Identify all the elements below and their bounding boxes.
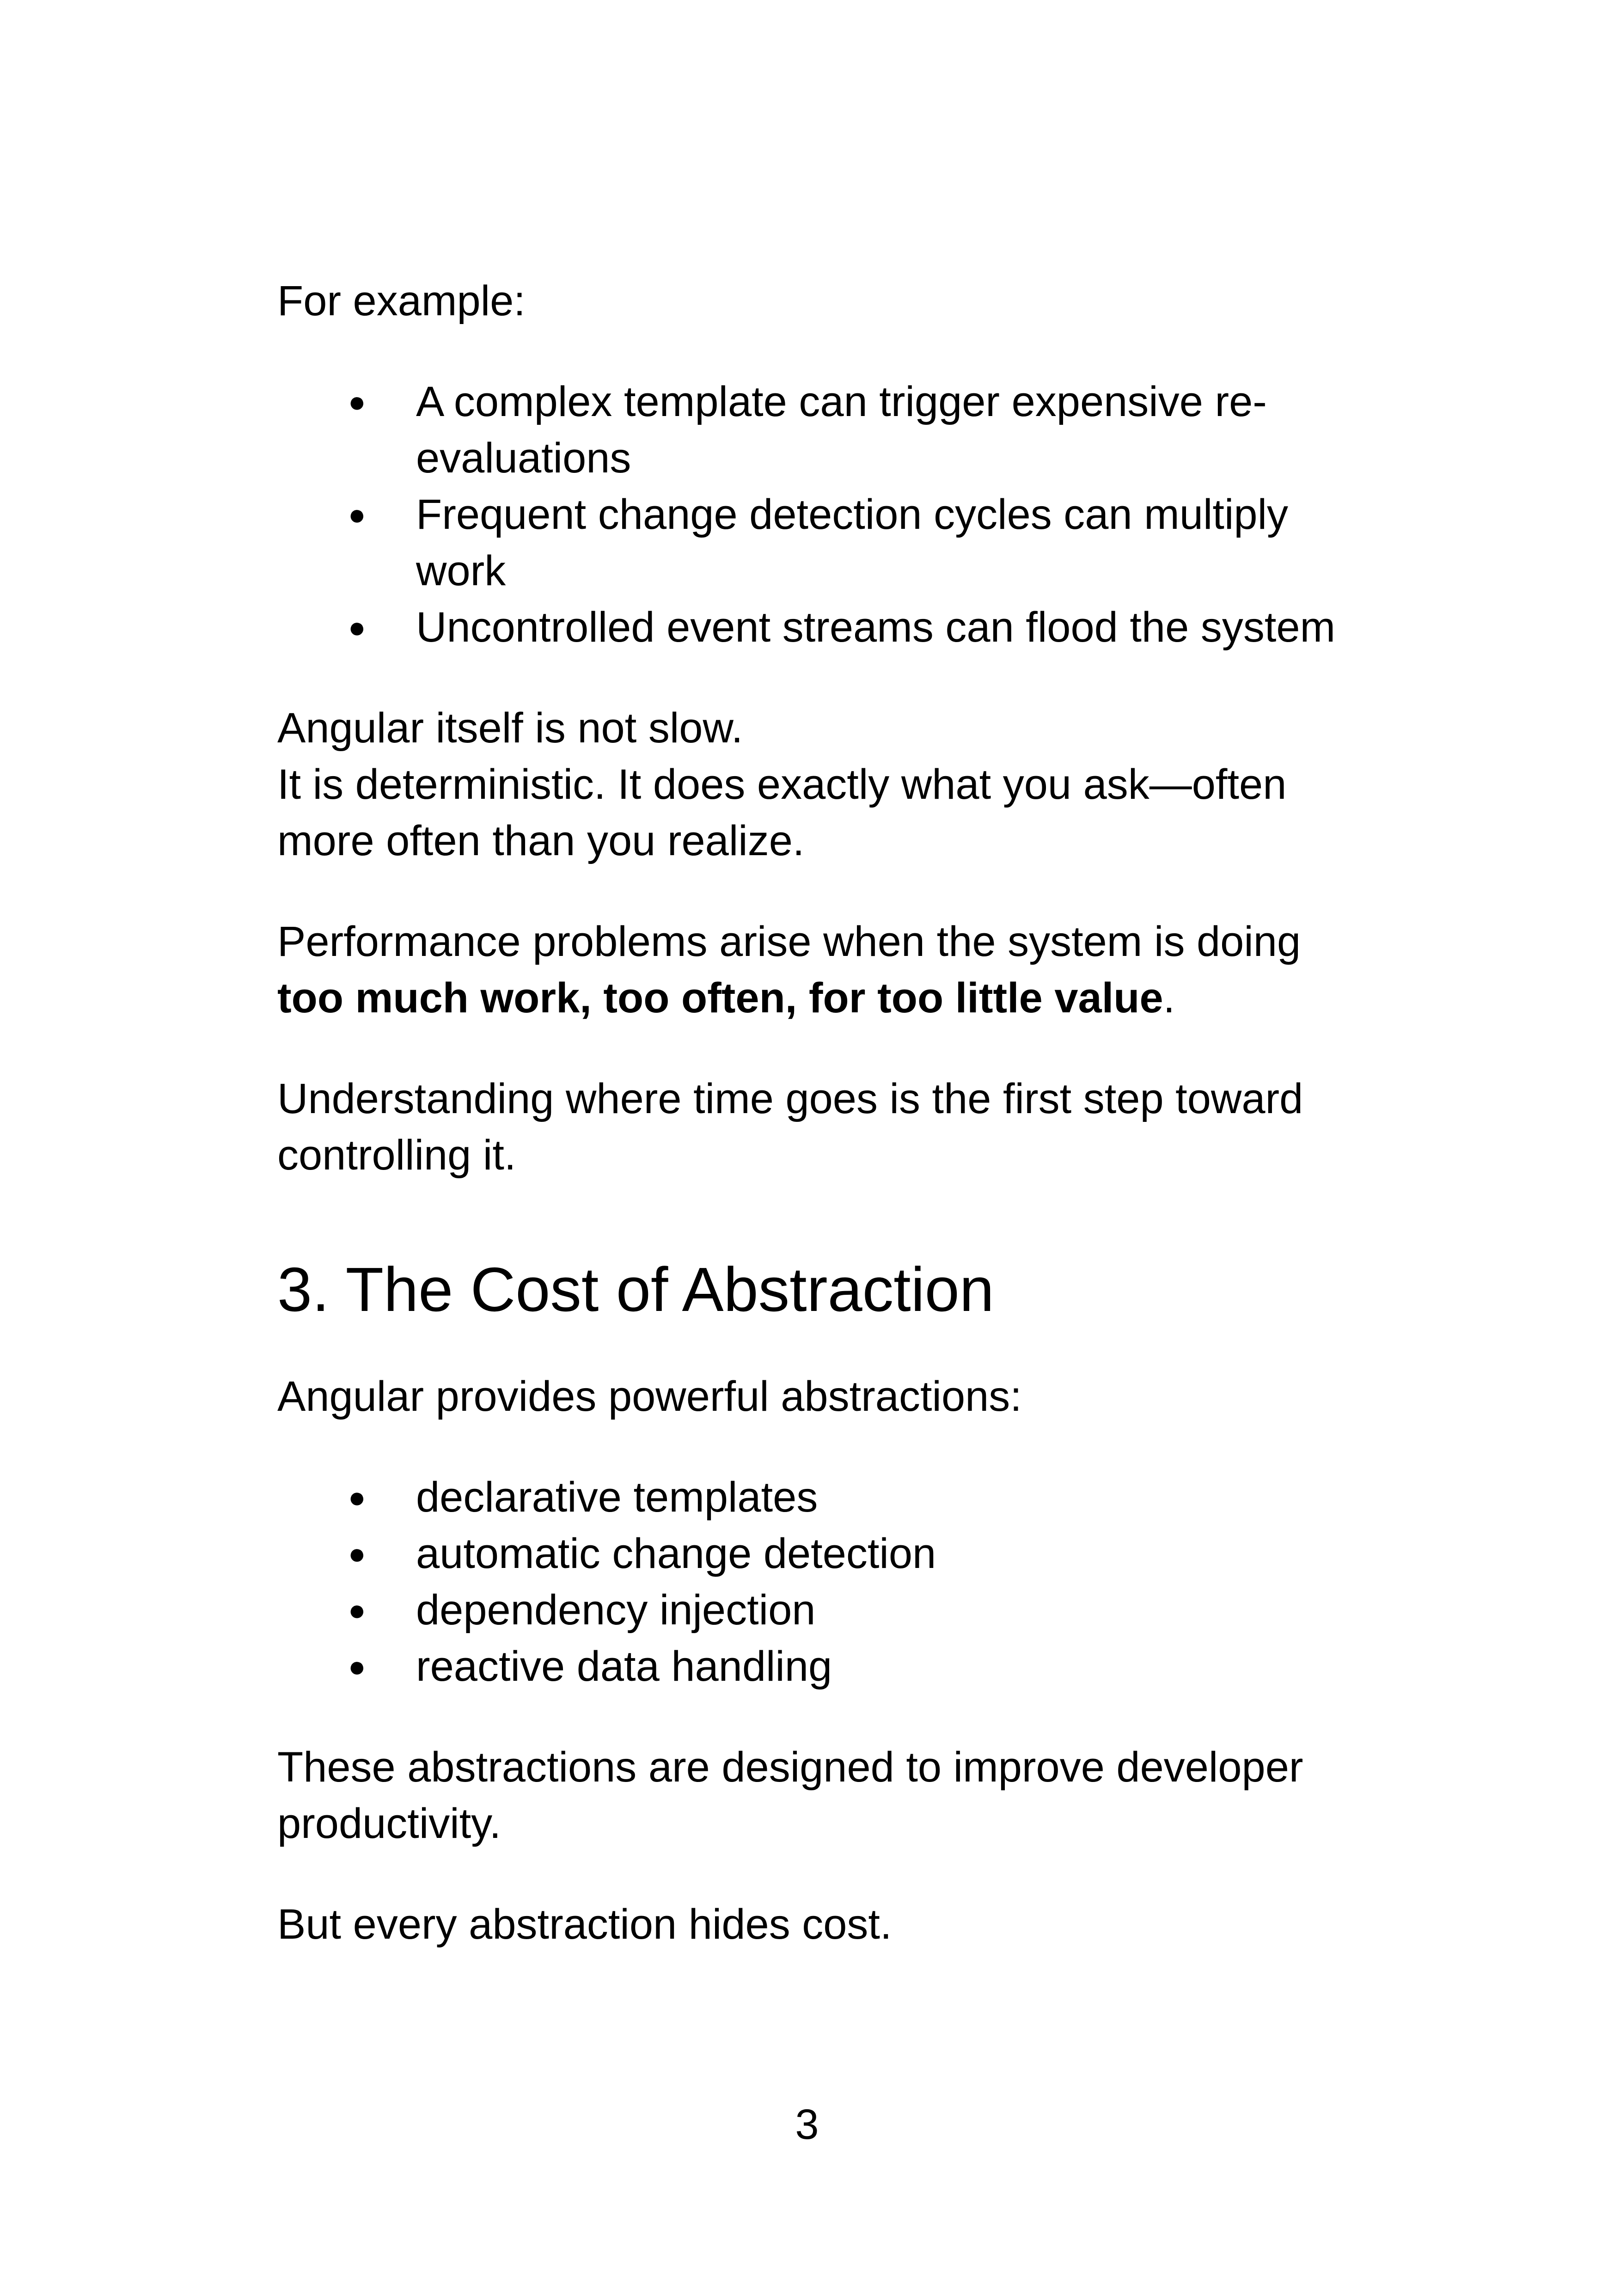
bullet-icon: ● <box>348 611 366 644</box>
paragraph-line: Angular itself is not slow. <box>277 704 743 752</box>
list-item <box>277 1638 1368 1695</box>
list-item-text: declarative templates <box>416 1474 818 1521</box>
page-content <box>277 273 1368 1953</box>
bullet-icon: ● <box>348 1650 366 1683</box>
list-item <box>277 486 1368 599</box>
paragraph-bold-text: too much work, too often, for too little value <box>277 974 1163 1022</box>
list-item-text: Uncontrolled event streams can flood the system <box>416 604 1336 651</box>
list-item <box>277 373 1368 486</box>
paragraph-hidden-cost: But every abstraction hides cost. <box>277 1901 892 1948</box>
list-item <box>277 1525 1368 1582</box>
paragraph-end: . <box>1163 974 1175 1022</box>
section-lead: Angular provides powerful abstractions: <box>277 1373 1022 1420</box>
paragraph-understanding: Understanding where time goes is the first step toward controlling it. <box>277 1075 1303 1179</box>
intro-lead: For example: <box>277 277 526 325</box>
bullet-icon: ● <box>348 1593 366 1627</box>
list-item <box>277 1582 1368 1638</box>
page-number: 3 <box>795 2101 819 2148</box>
bullet-icon: ● <box>348 498 366 531</box>
abstractions-bullet-list <box>277 1469 1368 1695</box>
list-item-text: automatic change detection <box>416 1530 936 1577</box>
paragraph-performance-problems <box>277 913 1368 1026</box>
bullet-icon: ● <box>348 1537 366 1570</box>
paragraph-text: Performance problems arise when the system is doing <box>277 918 1301 965</box>
list-item <box>277 1469 1368 1525</box>
list-item-text: reactive data handling <box>416 1643 832 1690</box>
paragraph-line: It is deterministic. It does exactly what you ask—often more often than you realize. <box>277 761 1287 864</box>
list-item-text: dependency injection <box>416 1586 816 1634</box>
intro-bullet-list <box>277 373 1368 655</box>
list-item-text: Frequent change detection cycles can multiply work <box>416 491 1289 594</box>
bullet-icon: ● <box>348 1481 366 1514</box>
paragraph-developer-productivity: These abstractions are designed to improve developer productivity. <box>277 1744 1303 1847</box>
list-item-text: A complex template can trigger expensive re-evaluations <box>416 378 1267 482</box>
list-item <box>277 599 1368 655</box>
paragraph-angular-not-slow <box>277 700 1368 869</box>
bullet-icon: ● <box>348 385 366 418</box>
section-heading: 3. The Cost of Abstraction <box>277 1255 994 1324</box>
